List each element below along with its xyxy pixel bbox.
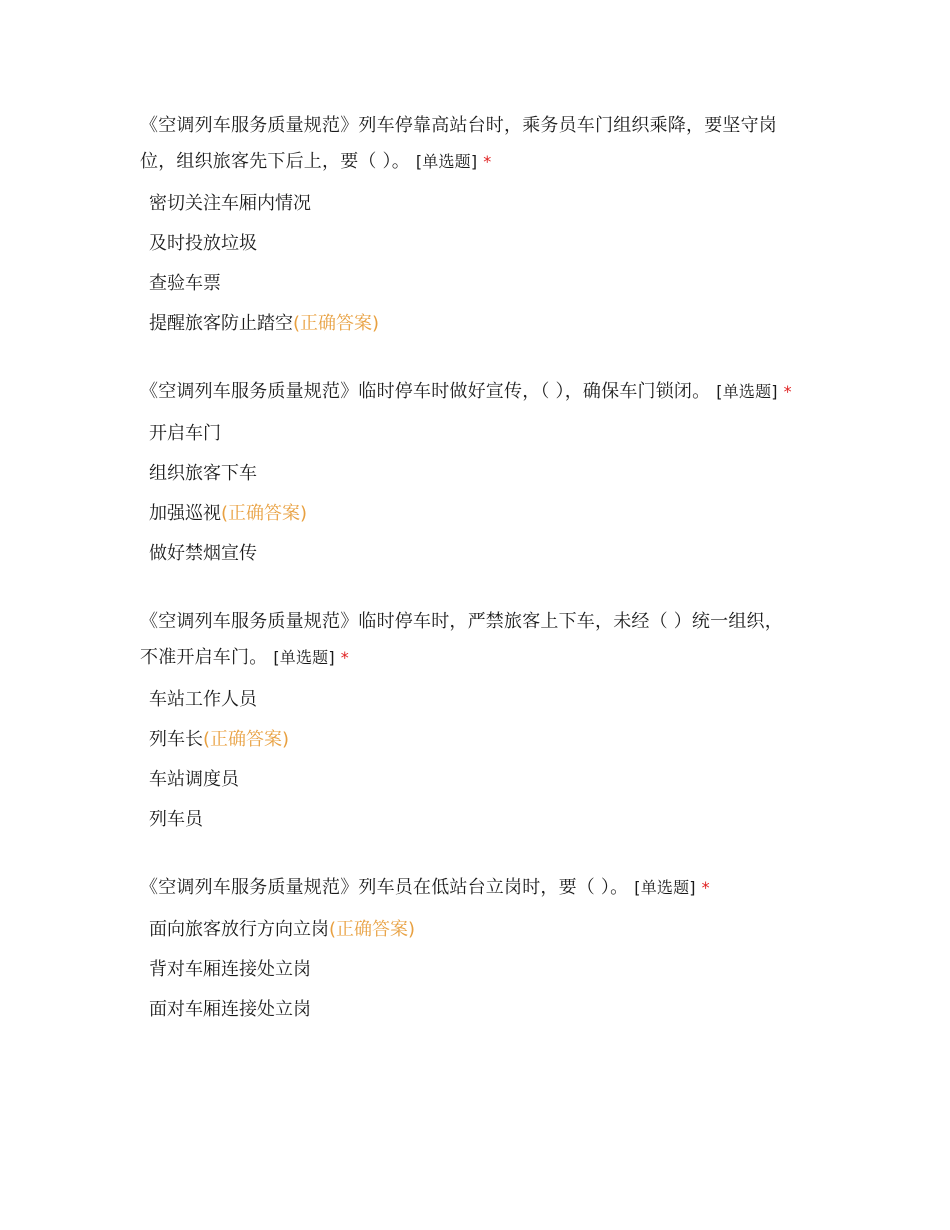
option-label: 查验车票 bbox=[149, 273, 221, 294]
option-item bbox=[149, 680, 800, 720]
option-item bbox=[149, 990, 800, 1030]
option-item bbox=[149, 760, 800, 800]
option-label: 开启车门 bbox=[149, 423, 221, 444]
option-label: 及时投放垃圾 bbox=[149, 233, 257, 254]
correct-answer-note: (正确答案) bbox=[203, 729, 290, 750]
option-item bbox=[149, 720, 800, 760]
question-1 bbox=[140, 108, 800, 344]
question-stem: 《空调列车服务质量规范》列车停靠高站台时，乘务员车门组织乘降，要坚守岗位，组织旅客先下后上，要（ ）。 bbox=[140, 115, 777, 172]
question-2 bbox=[140, 374, 800, 574]
option-label: 列车员 bbox=[149, 809, 203, 830]
option-item bbox=[149, 304, 800, 344]
correct-answer-note: (正确答案) bbox=[293, 313, 380, 334]
option-label: 做好禁烟宣传 bbox=[149, 543, 257, 564]
option-label: 面对车厢连接处立岗 bbox=[149, 999, 311, 1020]
required-mark: * bbox=[701, 878, 710, 897]
option-item bbox=[149, 910, 800, 950]
option-label: 车站调度员 bbox=[149, 769, 239, 790]
correct-answer-note: (正确答案) bbox=[329, 919, 416, 940]
option-label: 组织旅客下车 bbox=[149, 463, 257, 484]
option-label: 提醒旅客防止踏空 bbox=[149, 313, 293, 334]
option-label: 密切关注车厢内情况 bbox=[149, 193, 311, 214]
question-type-label: [单选题] bbox=[273, 648, 335, 667]
question-text bbox=[140, 604, 800, 676]
question-3 bbox=[140, 604, 800, 840]
option-list bbox=[140, 414, 800, 574]
option-label: 面向旅客放行方向立岗 bbox=[149, 919, 329, 940]
question-text bbox=[140, 870, 800, 906]
option-item bbox=[149, 534, 800, 574]
question-type-label: [单选题] bbox=[634, 878, 696, 897]
question-stem: 《空调列车服务质量规范》临时停车时做好宣传，（ ），确保车门锁闭。 bbox=[140, 381, 711, 402]
required-mark: * bbox=[340, 648, 349, 667]
option-label: 加强巡视 bbox=[149, 503, 221, 524]
option-label: 背对车厢连接处立岗 bbox=[149, 959, 311, 980]
question-stem: 《空调列车服务质量规范》临时停车时，严禁旅客上下车，未经（ ）统一组织，不准开启车门。 bbox=[140, 611, 783, 668]
question-4 bbox=[140, 870, 800, 1030]
option-item bbox=[149, 224, 800, 264]
option-item bbox=[149, 184, 800, 224]
question-text bbox=[140, 108, 800, 180]
option-item bbox=[149, 414, 800, 454]
option-item bbox=[149, 264, 800, 304]
option-item bbox=[149, 950, 800, 990]
required-mark: * bbox=[483, 152, 492, 171]
question-stem: 《空调列车服务质量规范》列车员在低站台立岗时，要（ ）。 bbox=[140, 877, 629, 898]
option-item bbox=[149, 800, 800, 840]
required-mark: * bbox=[783, 382, 792, 401]
option-list bbox=[140, 680, 800, 840]
option-label: 列车长 bbox=[149, 729, 203, 750]
option-label: 车站工作人员 bbox=[149, 689, 257, 710]
question-text bbox=[140, 374, 800, 410]
option-item bbox=[149, 454, 800, 494]
question-type-label: [单选题] bbox=[415, 152, 478, 171]
option-list bbox=[140, 910, 800, 1030]
correct-answer-note: (正确答案) bbox=[221, 503, 308, 524]
question-type-label: [单选题] bbox=[716, 382, 778, 401]
document-page bbox=[140, 108, 800, 1060]
option-item bbox=[149, 494, 800, 534]
option-list bbox=[140, 184, 800, 344]
